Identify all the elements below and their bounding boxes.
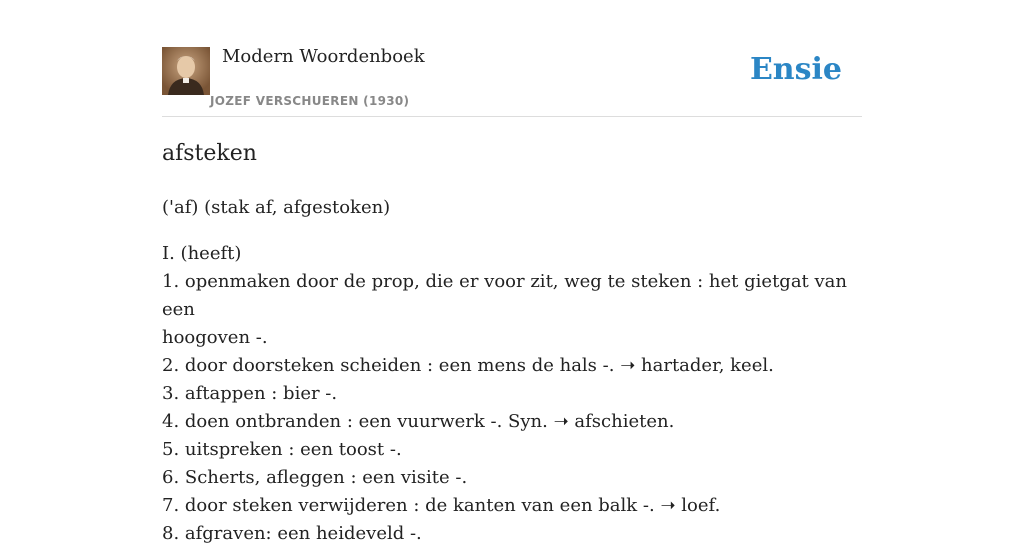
definition-text: 4. doen ontbranden : een vuurwerk -. Syn. [162,411,548,432]
definition-line [162,436,862,464]
definition-line [162,492,862,520]
definition-line [162,352,862,380]
definition-text: 2. door doorsteken scheiden : een mens de hals -. [162,355,615,376]
definition-line [162,380,862,408]
definition-text: hoogoven -. [162,327,268,348]
entry-pronunciation: ('af) (stak af, afgestoken) [162,197,391,218]
book-title[interactable]: Modern Woordenboek [222,46,425,67]
author-name[interactable]: JOZEF VERSCHUEREN (1930) [210,94,410,108]
definition-line [162,408,862,436]
definition-text: 5. uitspreken : een toost -. [162,439,402,460]
entry-content [162,194,862,548]
cross-reference-link[interactable]: loef. [681,495,721,516]
definition-text: 6. Scherts, afleggen : een visite -. [162,467,468,488]
arrow-right-icon: ➝ [620,355,636,376]
ensie-logo[interactable]: Ensie [749,52,842,87]
arrow-right-icon: ➝ [553,411,569,432]
author-avatar[interactable] [162,47,210,95]
definition-line [162,520,862,548]
definition-text: 1. openmaken door de prop, die er voor zit, weg te steken : het gietgat van een [162,271,848,320]
definition-line [162,268,862,324]
definition-text: I. (heeft) [162,243,242,264]
entry-headword: afsteken [162,141,257,166]
definition-text: 8. afgraven: een heideveld -. [162,523,422,544]
definition-line [162,240,862,268]
page-container [162,0,862,544]
cross-reference-link[interactable]: hartader, keel. [641,355,774,376]
definition-text: 3. aftappen : bier -. [162,383,338,404]
definition-line [162,324,862,352]
definition-text: 7. door steken verwijderen : de kanten van een balk -. [162,495,655,516]
arrow-right-icon: ➝ [660,495,676,516]
author-portrait-icon [162,47,210,95]
definition-line [162,464,862,492]
cross-reference-link[interactable]: afschieten. [574,411,675,432]
header [162,0,862,117]
definition-list [162,240,862,548]
